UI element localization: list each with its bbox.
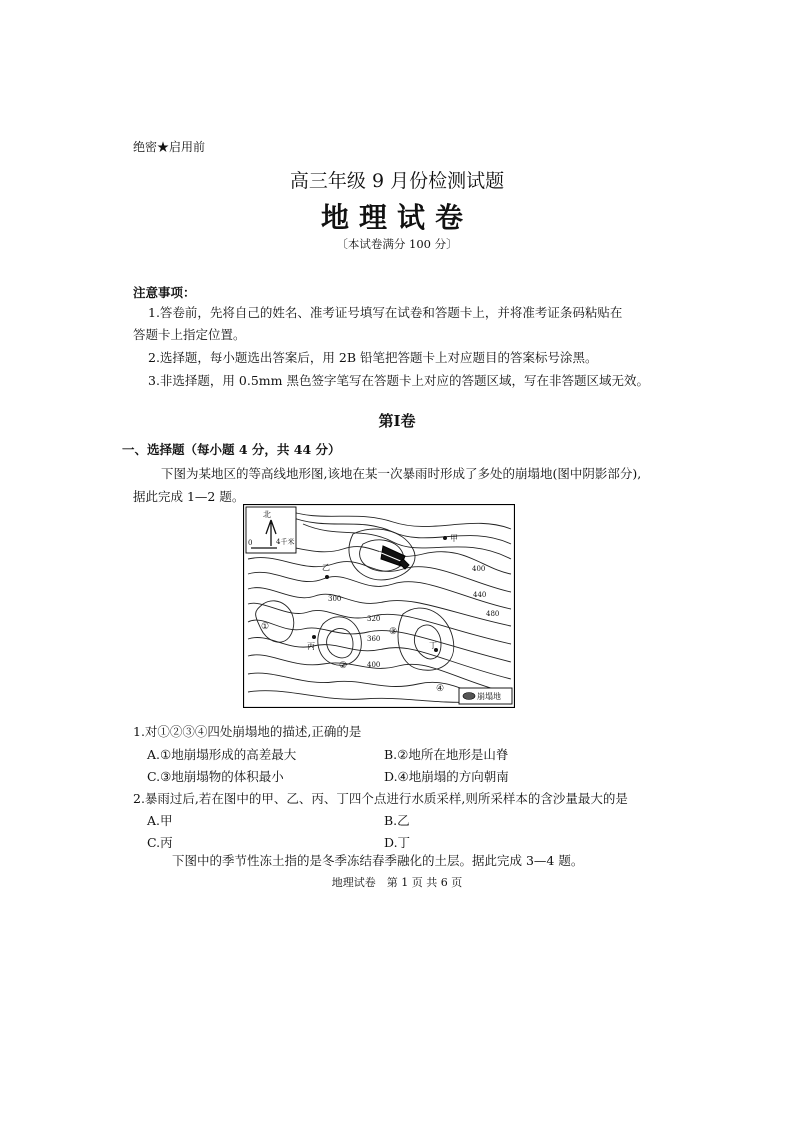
question-2-option-a: A.甲 — [147, 813, 173, 828]
site-3-label: ③ — [389, 627, 398, 637]
question-intro: 下图为某地区的等高线地形图,该地在某一次暴雨时形成了多处的崩塌地(图中阴影部分), — [161, 466, 642, 481]
question-2-option-d: D.丁 — [384, 835, 411, 850]
confidential-mark: 绝密★启用前 — [133, 140, 206, 154]
contour-label-400a: 400 — [472, 565, 486, 573]
part-heading: 第Ⅰ卷 — [378, 412, 416, 430]
contour-map — [243, 504, 515, 708]
notes-heading: 注意事项： — [133, 285, 196, 300]
exam-subtitle: 高三年级 9 月份检测试题 — [289, 170, 505, 192]
scale-label: 4千米 — [276, 538, 295, 546]
contour-label-320: 320 — [367, 615, 381, 623]
point-yi-label: 乙 — [322, 563, 330, 572]
site-4-label: ④ — [436, 684, 445, 694]
contour-label-440: 440 — [473, 591, 487, 599]
note-item-2: 2.选择题，每小题选出答案后，用 2B 铅笔把答题卡上对应题目的答案标号涂黑。 — [148, 350, 598, 365]
question-1-option-b: B.②地所在地形是山脊 — [384, 747, 509, 762]
contour-label-400b: 400 — [367, 661, 381, 669]
question-1-stem: 1.对①②③④四处崩塌地的描述,正确的是 — [133, 724, 362, 739]
question-1-option-c: C.③地崩塌物的体积最小 — [147, 769, 284, 784]
contour-label-300: 300 — [328, 595, 342, 603]
question-intro-3: 下图中的季节性冻土指的是冬季冻结春季融化的土层。据此完成 3—4 题。 — [172, 853, 584, 868]
contour-label-360: 360 — [367, 635, 381, 643]
question-2-stem: 2.暴雨过后,若在图中的甲、乙、丙、丁四个点进行水质采样,则所采样本的含沙量最大的是 — [133, 791, 628, 806]
note-item-1-cont: 答题卡上指定位置。 — [133, 327, 246, 342]
point-bing-marker — [312, 635, 316, 639]
note-item-3: 3.非选择题，用 0.5mm 黑色签字笔写在答题卡上对应的答题区域，写在非答题区域无效。 — [148, 373, 649, 388]
point-ding-label: 丁 — [429, 641, 437, 650]
site-2-label: ② — [339, 661, 348, 671]
page-footer: 地理试卷 第 1 页 共 6 页 — [331, 876, 463, 889]
point-jia-label: 甲 — [450, 534, 458, 543]
point-bing-label: 丙 — [307, 642, 315, 651]
legend-label: 崩塌地 — [477, 692, 501, 701]
collapse-legend-icon — [463, 693, 475, 700]
site-1-label: ① — [261, 622, 270, 632]
question-2-option-b: B.乙 — [384, 813, 410, 828]
scale-zero: 0 — [248, 539, 253, 547]
question-2-option-c: C.丙 — [147, 835, 173, 850]
note-item-1: 1.答卷前，先将自己的姓名、准考证号填写在试卷和答题卡上，并将准考证条码粘贴在 — [148, 305, 623, 320]
question-1-option-d: D.④地崩塌的方向朝南 — [384, 769, 509, 784]
point-jia-marker — [443, 536, 447, 540]
north-label: 北 — [263, 510, 271, 519]
question-intro-cont: 据此完成 1—2 题。 — [133, 489, 245, 504]
question-1-option-a: A.①地崩塌形成的高差最大 — [147, 747, 297, 762]
score-note: 〔本试卷满分 100 分〕 — [336, 237, 458, 251]
exam-title: 地理试卷 — [320, 201, 473, 234]
point-yi-marker — [325, 575, 329, 579]
contour-label-480: 480 — [486, 610, 500, 618]
section-heading: 一、选择题（每小题 4 分，共 44 分） — [122, 442, 341, 457]
